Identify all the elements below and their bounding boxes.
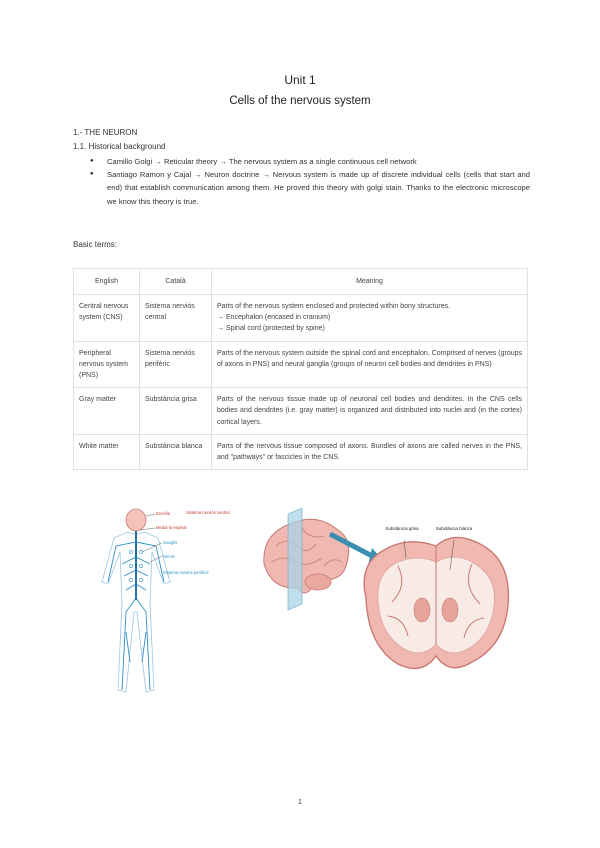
label-white-matter: Substància blanca — [435, 526, 473, 531]
body-label-group-blue — [163, 540, 209, 575]
bullet-cajal: ● Santiago Ramon y Cajal → Neuron doctrine → Nervous system is made up of discrete individual cells (cells that start and end) that establish communication among them. He proved this theory with golgi stain. Thanks to the electronic microscope we know this theory is true. — [90, 168, 530, 208]
table-row — [74, 341, 528, 388]
cell-meaning — [212, 295, 528, 342]
label-snc: Sistema nerviós central — [186, 510, 230, 515]
table-row — [74, 434, 528, 469]
cell-catala: Sistema nerviós perifèric — [140, 341, 212, 388]
brain-labels — [385, 526, 473, 531]
table-header-row — [74, 269, 528, 295]
brain-section-figure — [258, 506, 530, 678]
body-label-group — [156, 511, 187, 530]
label-encefal: Encèfal — [156, 511, 170, 516]
cell-catala: Sistema nerviós central — [140, 295, 212, 342]
cerebellum-shape — [305, 574, 331, 590]
table-row — [74, 295, 528, 342]
meaning-line: → Encephalon (encased in cranium) — [217, 314, 331, 322]
table-row — [74, 388, 528, 435]
body-label-group-right — [186, 510, 230, 515]
header-meaning: Meaning — [212, 269, 528, 295]
cell-meaning: Parts of the nervous tissue composed of axons. Bundles of axons are called nerves in the PNS, and "pathways" or fascicles in the CNS. — [212, 434, 528, 469]
page-title: Unit 1 — [284, 73, 316, 87]
bullet-golgi: ● Camillo Golgi → Reticular theory → The nervous system as a single continuous cell network — [90, 155, 530, 168]
cell-english: Peripheral nervous system (PNS) — [74, 341, 140, 388]
meaning-line: → Spinal cord (protected by spine) — [217, 325, 325, 333]
label-gray-matter: Substància grisa — [385, 526, 419, 531]
header-catala: Català — [140, 269, 212, 295]
label-ganglis: Ganglis — [163, 540, 178, 545]
basic-terms-label: Basic terms: — [73, 240, 118, 249]
cell-catala: Substància blanca — [140, 434, 212, 469]
label-nervis: Nervis — [163, 554, 175, 559]
nervous-system-body-figure — [100, 502, 240, 702]
cell-english: Gray matter — [74, 388, 140, 435]
label-snp: Sistema nerviós perifèric — [163, 570, 209, 575]
cell-catala: Substància grisa — [140, 388, 212, 435]
cell-meaning: Parts of the nervous system outside the spinal cord and encephalon. Comprised of nerves (groups of axons in PNS) and neural ganglia (groups of neuron cell bodies and dendrites in PNS) — [212, 341, 528, 388]
page-number: 1 — [298, 799, 302, 806]
subsection-heading: 1.1. Historical background — [73, 142, 166, 151]
page-subtitle: Cells of the nervous system — [229, 95, 371, 107]
section-heading: 1.- THE NEURON — [73, 128, 138, 137]
cutting-plane-shape — [288, 508, 302, 610]
cell-english: White matter — [74, 434, 140, 469]
ventricle-right-shape — [442, 598, 458, 622]
ventricle-left-shape — [414, 598, 430, 622]
brain-shape — [126, 509, 146, 531]
historical-bullet-list — [90, 155, 530, 208]
basic-terms-table — [73, 268, 528, 470]
meaning-line: Parts of the nervous system enclosed and protected within bony structures. — [217, 303, 451, 310]
cell-meaning: Parts of the nervous tissue made up of neuronal cell bodies and dendrites. In the CNS cells bodies and dendrites (i.e. gray matter) is organized and distributed into nuclei and (in the cortex) cortical layers. — [212, 388, 528, 435]
header-english: English — [74, 269, 140, 295]
cell-english: Central nervous system (CNS) — [74, 295, 140, 342]
label-medulla: Medul·la espinal — [156, 525, 187, 530]
